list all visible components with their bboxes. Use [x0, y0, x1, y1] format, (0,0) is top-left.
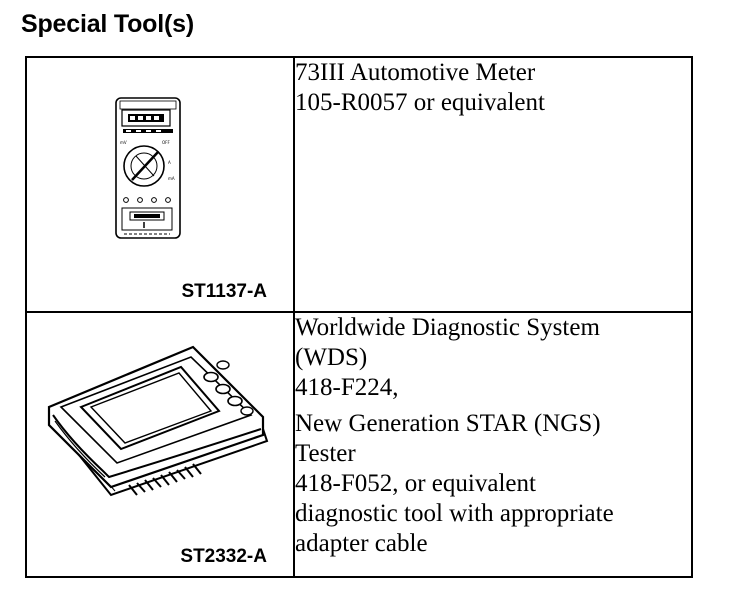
svg-text:OFF: OFF: [162, 140, 170, 145]
tool-row: [26, 312, 692, 577]
tool-row: [26, 57, 692, 312]
description-line: adapter cable: [295, 530, 428, 557]
svg-text:A: A: [168, 160, 171, 165]
description-line: Tester: [295, 440, 356, 467]
tool-description-cell: [294, 57, 692, 312]
multimeter-icon: [114, 96, 184, 242]
description-line: diagnostic tool with appropriate: [295, 500, 614, 527]
diagnostic-tester-icon: [41, 345, 271, 505]
svg-text:mA: mA: [168, 176, 175, 181]
description-line: New Generation STAR (NGS): [295, 410, 601, 437]
description-group: [295, 58, 691, 118]
tool-code: ST1137-A: [181, 281, 267, 302]
tool-illustration-cell: [26, 57, 294, 312]
description-line: 418-F052, or equivalent: [295, 470, 536, 497]
special-tools-table: [25, 56, 693, 578]
description-group: [295, 313, 691, 403]
description-line: 418-F224,: [295, 374, 399, 401]
description-line: (WDS): [295, 344, 368, 371]
description-line: Worldwide Diagnostic System: [295, 314, 600, 341]
section-heading: Special Tool(s): [21, 10, 194, 38]
tool-code: ST2332-A: [180, 546, 267, 567]
tool-illustration-cell: [26, 312, 294, 577]
svg-text:mV: mV: [120, 140, 127, 145]
description-line: 73III Automotive Meter: [295, 59, 536, 86]
description-line: 105-R0057 or equivalent: [295, 89, 545, 116]
tool-description-cell: [294, 312, 692, 577]
description-group: [295, 409, 691, 559]
